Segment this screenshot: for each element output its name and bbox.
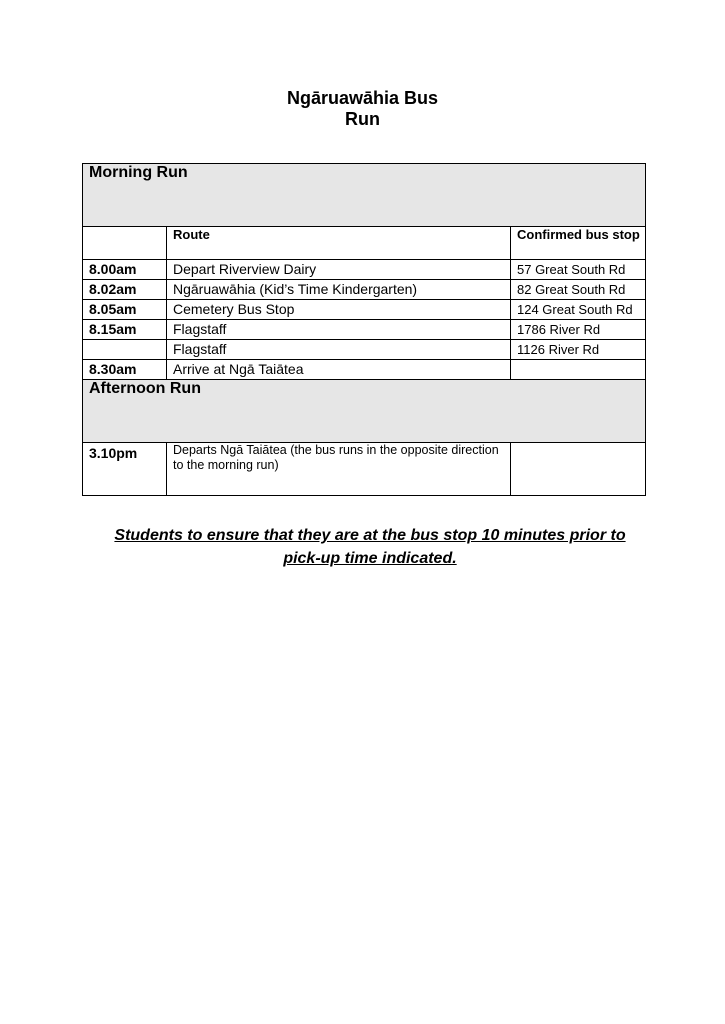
time-cell: 8.00am	[83, 260, 167, 280]
route-cell: Flagstaff	[167, 320, 511, 340]
notice-line-1: Students to ensure that they are at the bus stop 10 minutes prior to	[114, 527, 626, 544]
bus-stop-cell: 1786 River Rd	[511, 320, 646, 340]
table-header-row	[83, 227, 646, 260]
title-line-1: Ngāruawāhia Bus	[286, 88, 439, 108]
route-column-header: Route	[167, 227, 511, 260]
bus-stop-cell: 1126 River Rd	[511, 340, 646, 360]
morning-run-heading: Morning Run	[83, 164, 646, 227]
table-row	[83, 340, 646, 360]
title-line-2: Run	[345, 109, 380, 129]
bus-schedule-table	[82, 163, 646, 496]
bus-stop-cell	[511, 360, 646, 380]
bus-stop-cell: 124 Great South Rd	[511, 300, 646, 320]
morning-run-section-row	[83, 164, 646, 227]
page-title	[0, 88, 725, 130]
route-cell: Arrive at Ngā Taiātea	[167, 360, 511, 380]
table-row	[83, 360, 646, 380]
bus-stop-column-header: Confirmed bus stop	[511, 227, 646, 260]
time-cell	[83, 340, 167, 360]
bus-stop-cell: 57 Great South Rd	[511, 260, 646, 280]
table-row	[83, 443, 646, 496]
route-cell: Cemetery Bus Stop	[167, 300, 511, 320]
table-row	[83, 300, 646, 320]
bus-stop-cell	[511, 443, 646, 496]
afternoon-run-heading: Afternoon Run	[83, 380, 646, 443]
route-cell: Ngāruawāhia (Kid’s Time Kindergarten)	[167, 280, 511, 300]
table-row	[83, 320, 646, 340]
route-cell	[167, 443, 511, 496]
table-row	[83, 260, 646, 280]
route-line-1: Departs Ngā Taiātea (the bus runs in the opposite direction	[173, 443, 499, 457]
time-cell: 8.30am	[83, 360, 167, 380]
time-cell: 8.05am	[83, 300, 167, 320]
time-cell: 8.02am	[83, 280, 167, 300]
notice-line-2: pick-up time indicated.	[283, 550, 457, 567]
time-column-header	[83, 227, 167, 260]
afternoon-run-section-row	[83, 380, 646, 443]
bus-stop-cell: 82 Great South Rd	[511, 280, 646, 300]
pickup-notice	[90, 524, 650, 570]
route-cell: Depart Riverview Dairy	[167, 260, 511, 280]
route-line-2: to the morning run)	[173, 458, 279, 472]
time-cell: 3.10pm	[83, 443, 167, 496]
time-cell: 8.15am	[83, 320, 167, 340]
table-row	[83, 280, 646, 300]
route-cell: Flagstaff	[167, 340, 511, 360]
